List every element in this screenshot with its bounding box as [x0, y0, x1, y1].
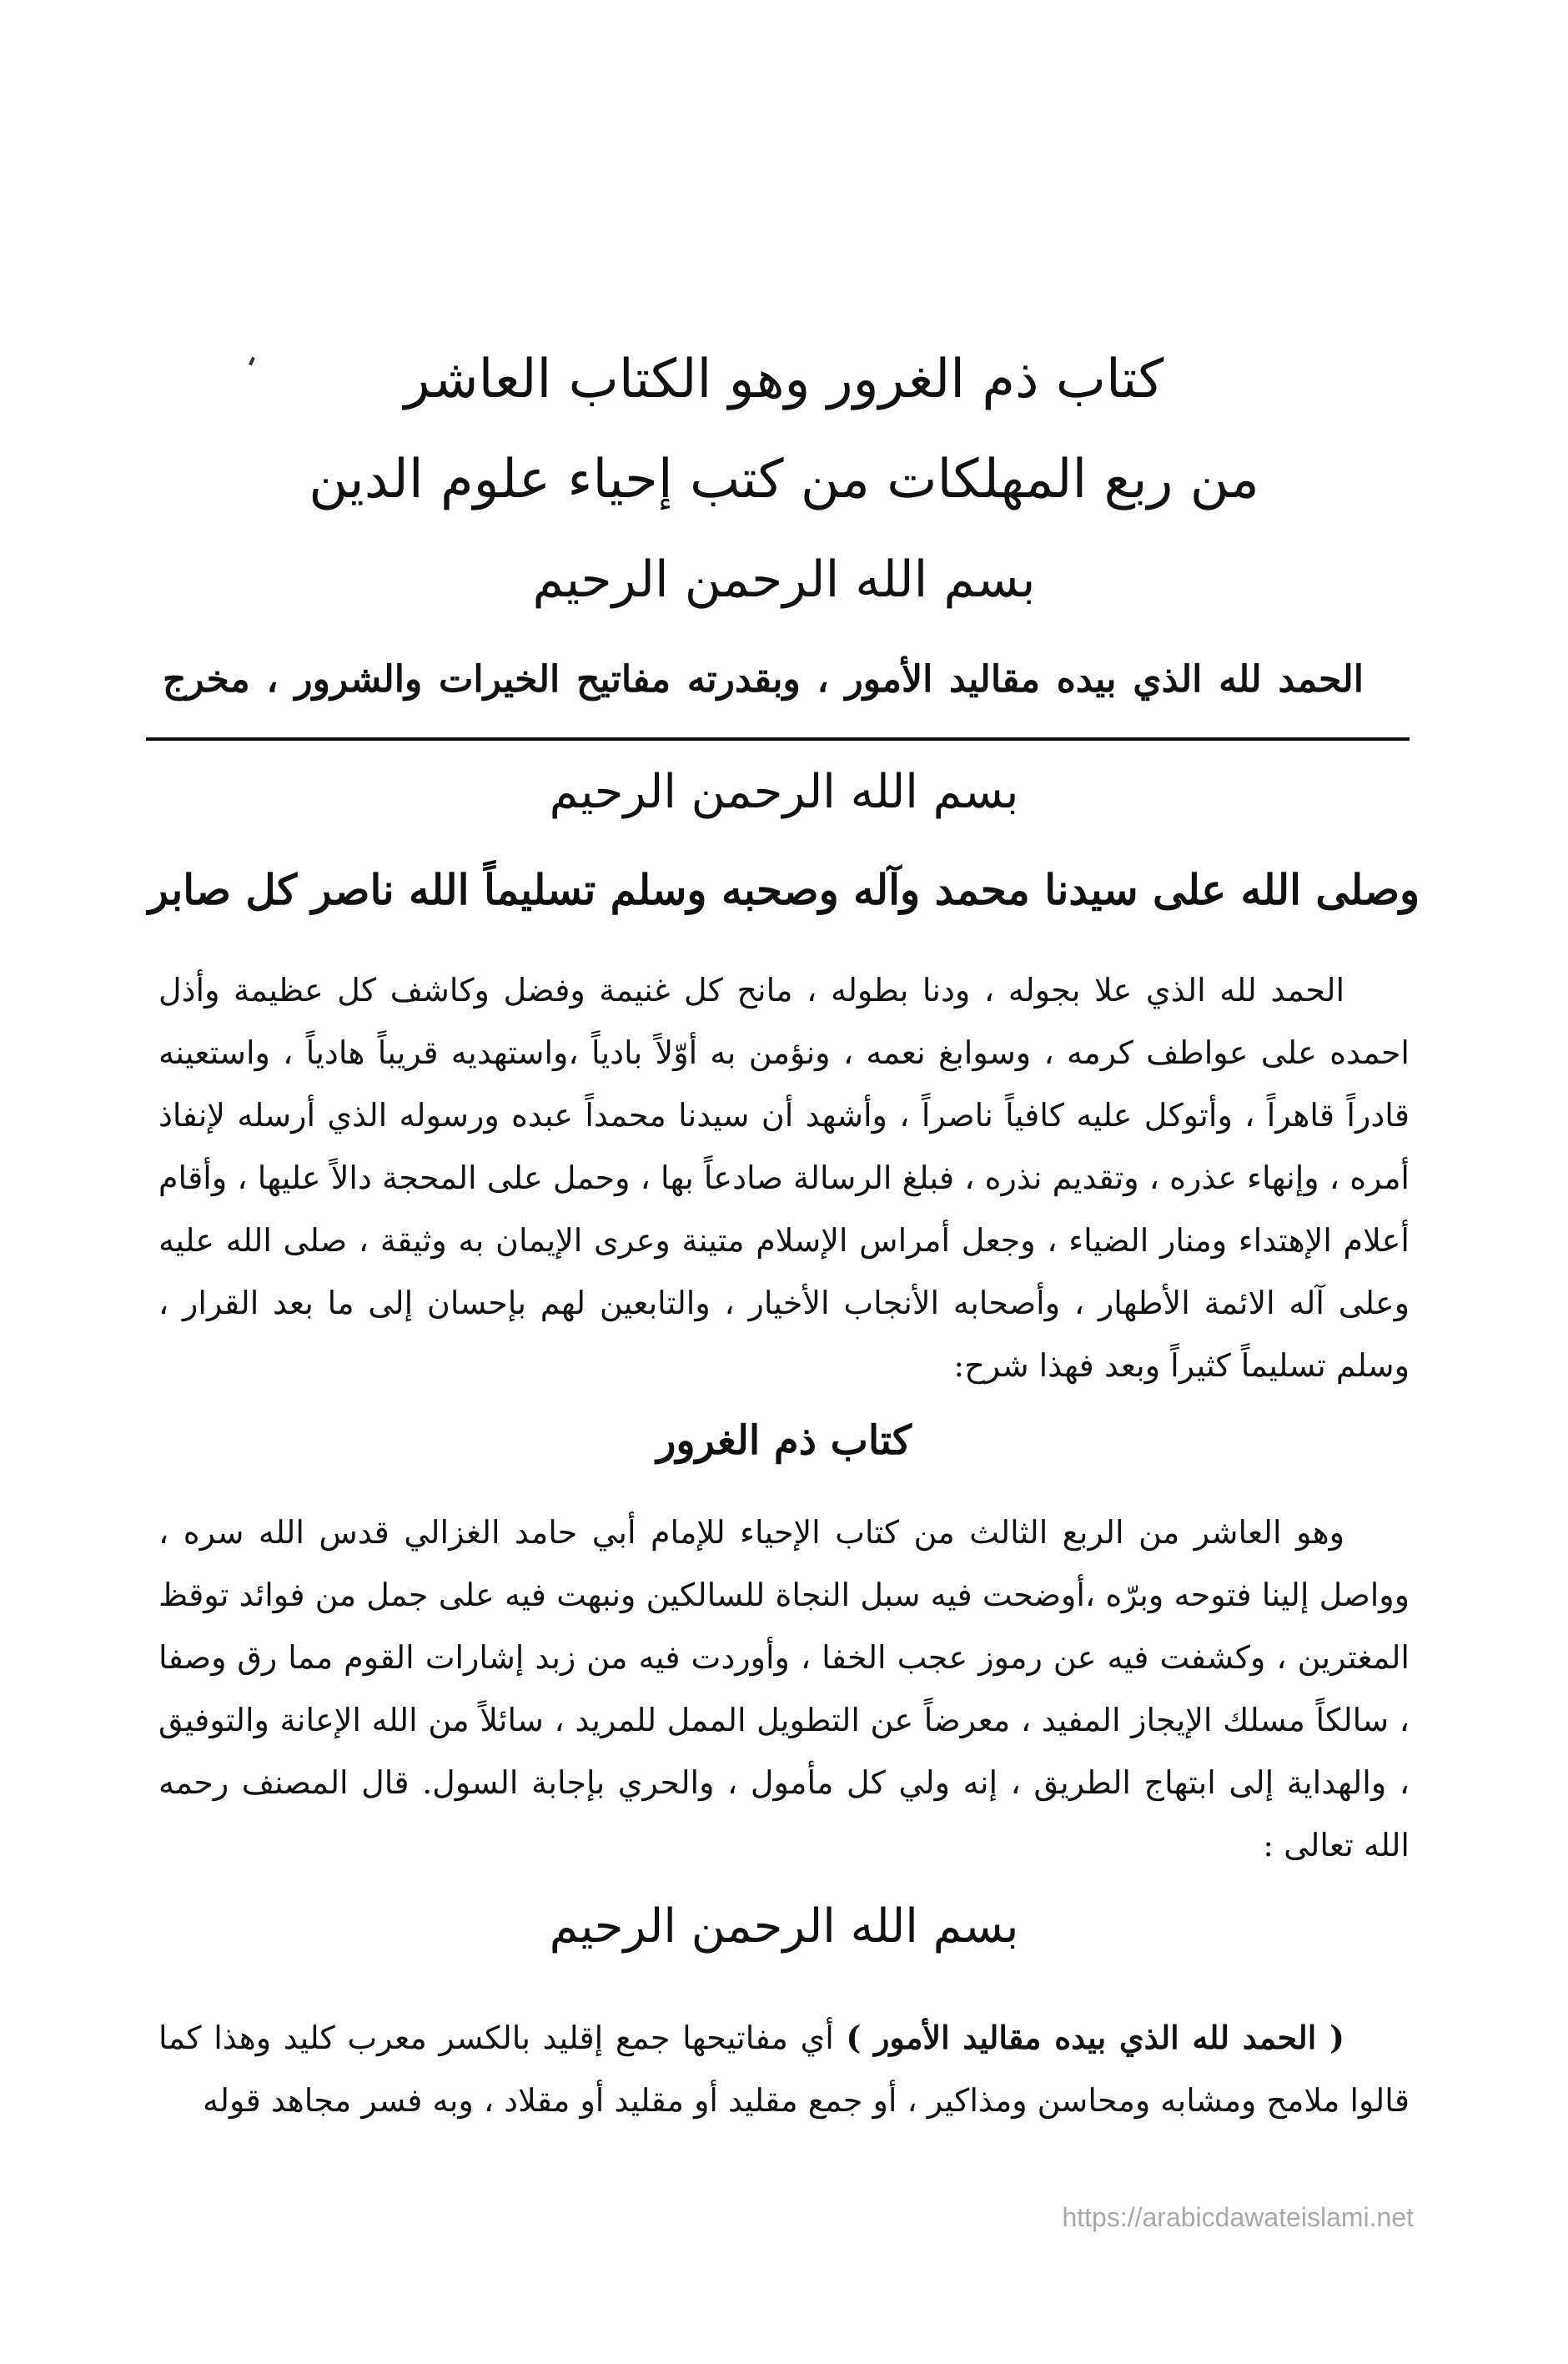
basmala-heading: بسم الله الرحمن الرحيم — [532, 551, 1036, 609]
commentary-text: أي مفاتيحها جمع إقليد بالكسر معرب كليد وهذا كما قالوا ملامح ومشابه ومحاسن ومذاكير ، أو جمع مقليد أو مقليد أو مقلاد ، وبه فسر مجاهد قوله — [158, 2019, 1410, 2119]
book-title-line-2: من ربع المهلكات من كتب إحياء علوم الدين — [309, 449, 1259, 511]
commentary-paragraph — [158, 2006, 1410, 2132]
quoted-matn: ( الحمد لله الذي بيده مقاليد الأمور ) — [846, 2019, 1344, 2056]
book-title-line-1: كتاب ذم الغرور وهو الكتاب العاشر — [404, 349, 1164, 410]
salawat-line: وصلى الله على سيدنا محمد وآله وصحبه وسلم تسليماً الله ناصر كل صابر — [148, 865, 1420, 914]
section-heading: كتاب ذم الغرور — [656, 1417, 912, 1464]
commentary-basmala: بسم الله الرحمن الرحيم — [549, 765, 1019, 819]
introduction-paragraph: وهو العاشر من الربع الثالث من كتاب الإحياء للإمام أبي حامد الغزالي قدس الله سره ، وواصل إلينا فتوحه وبرّه ،أوضحت فيه سبل النجاة للسالكين ونبهت فيه على جمل من فوائد توقظ المغترين ، وكشفت فيه عن رموز عجب الخفا ، وأوردت فيه من زبد إشارات القوم مما رق وصفا ، سالكاً مسلك الإيجاز المفيد ، معرضاً عن التطويل الممل للمريد ، سائلاً من الله الإعانة والتوفيق ، والهداية إلى ابتهاج الطريق ، إنه ولي كل مأمول ، والحري بإجابة السول. قال المصنف رحمه الله تعالى : — [158, 1514, 1410, 1864]
second-basmala: بسم الله الرحمن الرحيم — [549, 1899, 1019, 1954]
matn-text-line: الحمد لله الذي بيده مقاليد الأمور ، وبقدرته مفاتيح الخيرات والشرور ، مخرج — [163, 658, 1364, 701]
section-divider — [146, 737, 1410, 741]
preface-paragraph: الحمد لله الذي علا بجوله ، ودنا بطوله ، مانح كل غنيمة وفضل وكاشف كل عظيمة وأذل احمده على عواطف كرمه ، وسوابغ نعمه ، ونؤمن به أوّلاً بادياً ،واستهديه قريباً هادياً ، واستعينه قادراً قاهراً ، وأتوكل عليه كافياً ناصراً ، وأشهد أن سيدنا محمداً عبده ورسوله الذي أرسله لإنفاذ أمره ، وإنهاء عذره ، وتقديم نذره ، فبلغ الرسالة صادعاً بها ، وحمل على المحجة دالاً عليها ، وأقام أعلام الإهتداء ومنار الضياء ، وجعل أمراس الإسلام متينة وعرى الإيمان به وثيقة ، صلى الله عليه وعلى آله الائمة الأطهار ، وأصحابه الأنجاب الأخيار ، والتابعين لهم بإحسان إلى ما بعد القرار ، وسلم تسليماً كثيراً وبعد فهذا شرح: — [158, 972, 1410, 1384]
source-watermark: https://arabicdawateislami.net — [1062, 2202, 1414, 2232]
